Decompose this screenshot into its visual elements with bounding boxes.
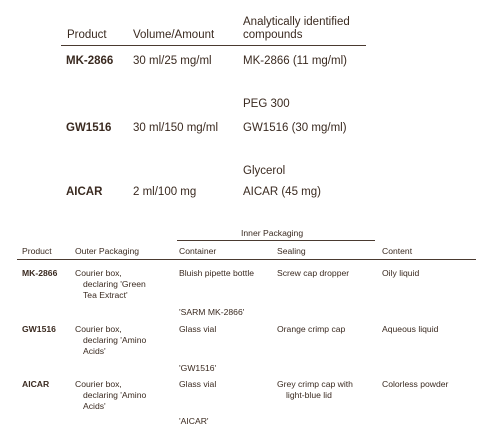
t2-row1-outer-1: Courier box, xyxy=(75,268,122,278)
t2-row2-product: GW1516 xyxy=(22,324,56,334)
t2-row1-outer-3: Tea Extract' xyxy=(83,290,128,300)
row1-product: MK-2866 xyxy=(66,55,114,67)
t2-row2-outer-1: Courier box, xyxy=(75,324,122,334)
row3-compound-1: Glycerol xyxy=(243,165,286,177)
row2-compound-2: GW1516 (30 mg/ml) xyxy=(243,122,347,134)
inner-packaging-header: Inner Packaging xyxy=(241,228,304,238)
t2-row2-container-1: Glass vial xyxy=(179,324,217,334)
t2-row2-container-2: 'GW1516' xyxy=(179,363,217,373)
t2-row1-content: Oily liquid xyxy=(382,268,420,278)
t2-row3-container-1: Glass vial xyxy=(179,379,217,389)
header-container: Container xyxy=(179,246,217,256)
header-content: Content xyxy=(382,246,413,256)
t2-row2-outer-3: Acids' xyxy=(83,346,106,356)
t2-row2-sealing-1: Orange crimp cap xyxy=(277,324,346,334)
header-sealing: Sealing xyxy=(277,246,306,256)
row3-product: AICAR xyxy=(66,186,103,198)
header-rule-2 xyxy=(17,259,476,260)
row1-compound-1: MK-2866 (11 mg/ml) xyxy=(243,55,347,67)
row1-volume: 30 ml/25 mg/ml xyxy=(133,55,212,67)
row2-volume: 30 ml/150 mg/ml xyxy=(133,122,219,134)
inner-packaging-rule xyxy=(177,240,375,241)
t2-row1-product: MK-2866 xyxy=(22,268,58,278)
t2-row3-product: AICAR xyxy=(22,379,50,389)
t2-row1-sealing-1: Screw cap dropper xyxy=(277,268,350,278)
t2-row3-outer-2: declaring 'Amino xyxy=(83,390,147,400)
header-product-2: Product xyxy=(22,246,52,256)
header-outer-packaging: Outer Packaging xyxy=(75,246,140,256)
t2-row3-outer-3: Acids' xyxy=(83,401,106,411)
t2-row3-content: Colorless powder xyxy=(382,379,449,389)
row2-compound-1: PEG 300 xyxy=(243,98,290,110)
header-volume-amount: Volume/Amount xyxy=(133,29,215,41)
t2-row2-content: Aqueous liquid xyxy=(382,324,439,334)
t2-row3-sealing-1: Grey crimp cap with xyxy=(277,379,353,389)
t2-row2-outer-2: declaring 'Amino xyxy=(83,335,147,345)
t2-row3-container-2: 'AICAR' xyxy=(179,416,209,426)
t2-row1-outer-2: declaring 'Green xyxy=(83,279,146,289)
header-compounds-line1: Analytically identified xyxy=(243,16,350,28)
t2-row1-container-1: Bluish pipette bottle xyxy=(179,268,255,278)
t2-row3-sealing-2: light-blue lid xyxy=(286,390,332,400)
header-compounds-line2: compounds xyxy=(243,29,303,41)
header-product: Product xyxy=(67,29,107,41)
t2-row3-outer-1: Courier box, xyxy=(75,379,122,389)
row3-volume: 2 ml/100 mg xyxy=(133,186,197,198)
header-rule xyxy=(61,45,366,46)
row3-compound-2: AICAR (45 mg) xyxy=(243,186,321,198)
t2-row1-container-2: 'SARM MK-2866' xyxy=(179,307,245,317)
row2-product: GW1516 xyxy=(66,122,112,134)
